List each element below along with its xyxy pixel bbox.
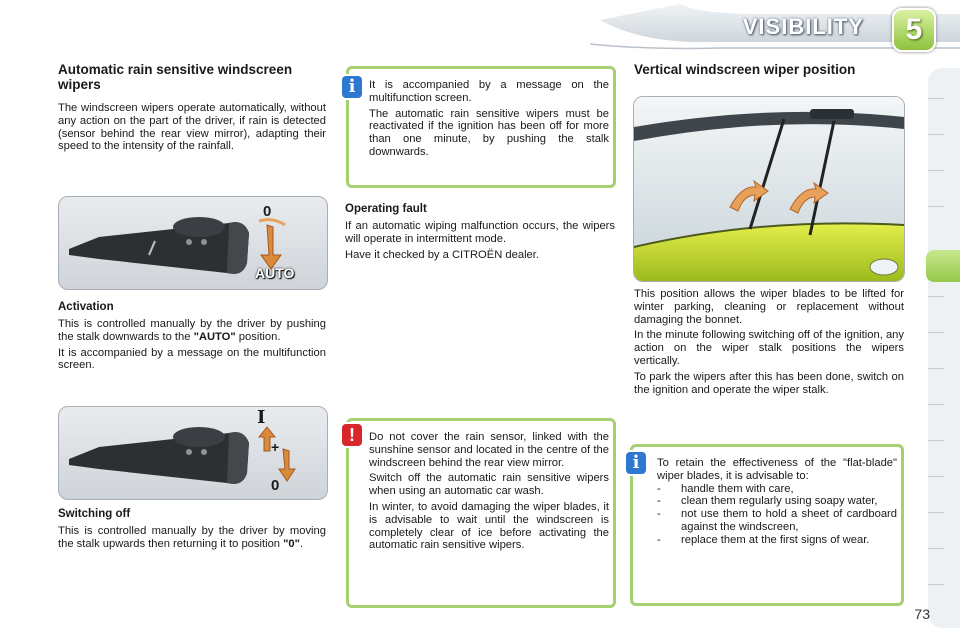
windscreen-wiper-icon xyxy=(634,97,904,281)
chapter-tab-divider xyxy=(928,440,944,441)
info-icon: i xyxy=(342,76,362,98)
vertical-position-paragraph: To park the wipers after this has been done, switch on the ignition and operate the wiper stalk. xyxy=(634,370,904,396)
warning-paragraph: Switch off the automatic rain sensitive wipers when using an automatic car wash. xyxy=(369,472,609,498)
warning-paragraph: In winter, to avoid damaging the wiper blades, it is advisable to wait until the windscreen is completely clear of ice before activating the automatic rain sensitive wipers. xyxy=(369,500,609,552)
switching-off-paragraph xyxy=(58,525,326,551)
info-box-blade-care xyxy=(630,444,904,606)
activation-paragraph xyxy=(58,318,326,344)
operating-fault-section xyxy=(345,202,615,261)
chapter-tab-divider xyxy=(928,170,944,171)
activation-heading: Activation xyxy=(58,301,114,313)
info-box-reactivation xyxy=(346,66,616,188)
chapter-tab-active[interactable] xyxy=(926,250,960,282)
blade-care-text xyxy=(657,457,897,547)
windscreen-illustration xyxy=(633,96,905,282)
chapter-tab-divider xyxy=(928,548,944,549)
warning-paragraph: Do not cover the rain sensor, linked with the sunshine sensor and located in the centre of the windscreen behind the rear view mirror. xyxy=(369,431,609,469)
chapter-tab-divider xyxy=(928,206,944,207)
stalk-position-label-auto: AUTO xyxy=(255,265,295,281)
activation-text: This is controlled manually by the driver by pushing the stalk downwards to the xyxy=(58,318,326,343)
switching-off-text-end: . xyxy=(299,537,304,550)
dealer-check-paragraph: Have it checked by a CITROËN dealer. xyxy=(345,248,539,261)
info-paragraph: It is accompanied by a message on the multifunction screen. xyxy=(369,79,609,104)
chapter-title: VISIBILITY xyxy=(742,14,864,39)
chapter-tab-divider xyxy=(928,296,944,297)
chapter-tab-divider xyxy=(928,476,944,477)
chapter-tab-divider xyxy=(928,134,944,135)
chapter-number-badge: 5 xyxy=(892,8,936,52)
stalk-position-label-0: 0 xyxy=(263,203,272,220)
warning-box-rain-sensor xyxy=(346,418,616,608)
info-icon: i xyxy=(626,452,646,474)
intro-text xyxy=(58,102,326,153)
intro-paragraph: The windscreen wipers operate automatically, without any action on the part of the driver, if rain is detected (sensor behind the rear view mirror), adapting their speed to the intensity of the rainfall. xyxy=(58,102,326,153)
chapter-tab-divider xyxy=(928,404,944,405)
operating-fault-heading: Operating fault xyxy=(345,203,427,215)
section-title-rain-sensitive-wipers: Automatic rain sensitive windscreen wipers xyxy=(58,62,293,92)
stalk-auto-illustration xyxy=(58,196,328,290)
switching-off-heading: Switching off xyxy=(58,508,131,520)
chapter-tab-divider xyxy=(928,332,944,333)
list-item: - clean them regularly using soapy water, xyxy=(657,495,897,508)
list-item: - handle them with care, xyxy=(657,483,897,496)
blade-care-intro: To retain the effectiveness of the "flat-blade" wiper blades, it is advisable to: xyxy=(657,457,897,482)
info-box-text xyxy=(369,79,609,159)
vertical-position-paragraph: This position allows the wiper blades to be lifted for winter parking, cleaning or replacement without damaging the bonnet. xyxy=(634,288,904,326)
switching-off-text: This is controlled manually by the driver by moving the stalk upwards then returning it to position xyxy=(58,525,326,550)
activation-auto-label: "AUTO" xyxy=(193,330,236,343)
activation-text-end: position. xyxy=(235,330,281,343)
stalk-position-label-i: I xyxy=(257,407,266,428)
switching-off-zero-label: "0" xyxy=(283,537,300,550)
activation-message-paragraph: It is accompanied by a message on the multifunction screen. xyxy=(58,346,326,372)
blade-care-list xyxy=(657,483,897,547)
vertical-position-text xyxy=(634,288,904,396)
stalk-off-illustration xyxy=(58,406,328,500)
chapter-tab-divider xyxy=(928,368,944,369)
list-item: - replace them at the first signs of wear. xyxy=(657,534,897,547)
chapter-tab-divider xyxy=(928,512,944,513)
vertical-position-paragraph: In the minute following switching off of the ignition, any action on the wiper stalk positions the wipers vertically. xyxy=(634,329,904,367)
warning-icon: ! xyxy=(342,424,362,446)
chapter-tab-divider xyxy=(928,584,944,585)
list-item: - not use them to hold a sheet of cardboard against the windscreen, xyxy=(657,508,897,534)
stalk-position-label-0: 0 xyxy=(271,477,280,494)
chapter-tab-strip xyxy=(928,68,960,628)
wiper-stalk-icon xyxy=(59,407,327,499)
section-title-vertical-wiper-position: Vertical windscreen wiper position xyxy=(634,62,856,77)
page-number: 73 xyxy=(914,606,930,622)
chapter-tab-divider xyxy=(928,98,944,99)
info-paragraph: The automatic rain sensitive wipers must be reactivated if the ignition has been off for more than one minute, by pushing the stalk downwards. xyxy=(369,107,609,158)
warning-box-text xyxy=(369,431,609,552)
stalk-position-label-plus: + xyxy=(271,439,280,455)
operating-fault-paragraph: If an automatic wiping malfunction occurs, the wipers will operate in intermittent mode. xyxy=(345,220,615,245)
activation-section xyxy=(58,300,326,372)
switching-off-section xyxy=(58,507,326,551)
